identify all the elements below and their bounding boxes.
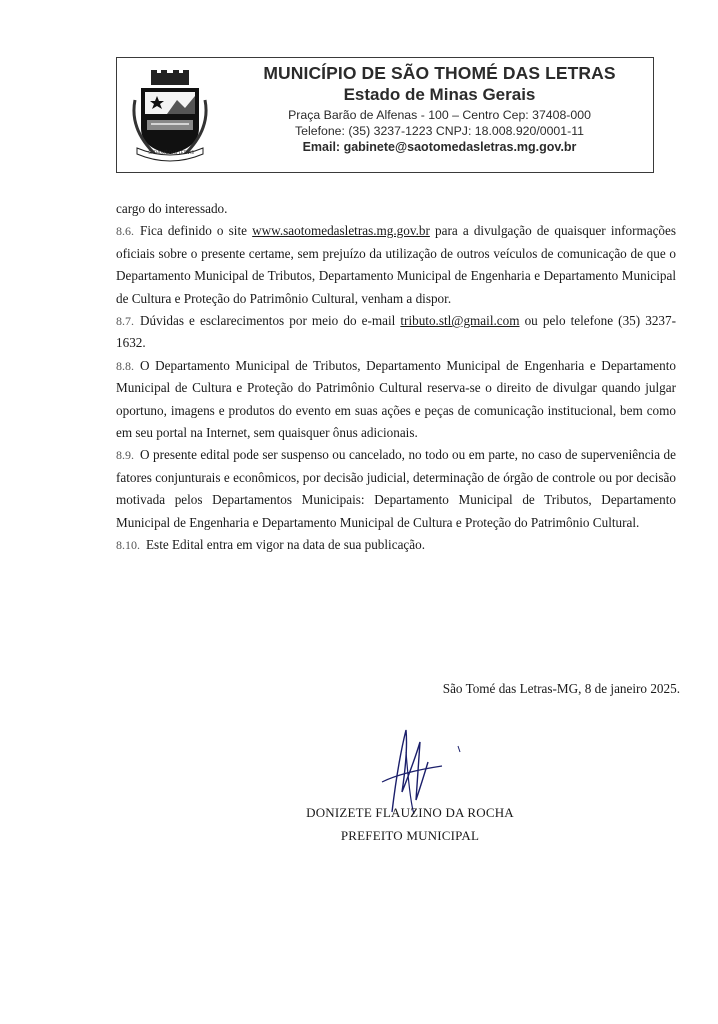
state-name: Estado de Minas Gerais <box>343 85 536 104</box>
clause-text: Este Edital entra em vigor na data de sua publicação. <box>146 537 426 553</box>
clause-number: 8.7. <box>116 314 134 329</box>
document-body <box>116 198 676 557</box>
municipal-crest-icon <box>127 70 213 162</box>
signer-title: PREFEITO MUNICIPAL <box>340 828 480 843</box>
clause-number: 8.9. <box>116 448 134 463</box>
intro-line: cargo do interessado. <box>116 201 228 216</box>
clause-8-10 <box>116 534 676 556</box>
clause-text: Dúvidas e esclarecimentos por meio do e-mail <box>140 313 401 329</box>
clause-text: Fica definido o site <box>140 223 253 239</box>
address-line: Praça Barão de Alfenas - 100 – Centro Cep: 37408-000 <box>288 108 591 122</box>
clause-8-6 <box>116 220 676 310</box>
letterhead <box>116 57 654 173</box>
website-link[interactable]: www.saotomedasletras.mg.gov.br <box>252 223 430 239</box>
clause-text: ou pelo telefone (35) 3237-1632. <box>116 313 676 351</box>
place-date: São Tomé das Letras-MG, 8 de janeiro 2025. <box>442 681 680 696</box>
crest-motto: S. THOMÉ DAS LETRAS <box>148 150 194 155</box>
clause-8-7 <box>116 310 676 355</box>
signer-name: DONIZETE FLAUZINO DA ROCHA <box>306 805 514 820</box>
municipality-title: MUNICÍPIO DE SÃO THOMÉ DAS LETRAS <box>263 63 616 83</box>
letterhead-text <box>237 62 642 155</box>
clause-text: para a divulgação de quaisquer informações oficiais sobre o presente certame, sem prejuízo da utilização de outros veículos de comunicação de que o Departamento Municipal de Tributos, Departamento Municipal de Engenharia e Departamento Municipal de Cultura e Proteção do Patrimônio Cultural, venham a dispor. <box>116 223 677 306</box>
clause-text: O presente edital pode ser suspenso ou cancelado, no todo ou em parte, no caso de superveniência de fatores conjunturais e econômicos, por decisão judicial, determinação de órgão de controle ou por decisão motivada pelos Departamentos Municipais: Departamento Municipal de Tributos, Departamento Municipal de Engenharia e Departamento Municipal de Cultura e Proteção do Patrimônio Cultural. <box>116 447 676 530</box>
email-line: Email: gabinete@saotomedasletras.mg.gov.br <box>302 140 577 154</box>
clause-number: 8.6. <box>116 224 134 239</box>
email-link[interactable]: tributo.stl@gmail.com <box>400 313 520 329</box>
clause-8-8 <box>116 355 676 445</box>
clause-8-9 <box>116 444 676 534</box>
clause-text: O Departamento Municipal de Tributos, Departamento Municipal de Engenharia e Departamento Municipal de Cultura e Proteção do Patrimônio Cultural reserva-se o direito de divulgar quando julgar oportuno, imagens e produtos do evento em suas ações e peças de comunicação institucional, bem como em seu portal na Internet, sem quaisquer ônus adicionais. <box>116 357 676 441</box>
clause-number: 8.10. <box>116 538 140 553</box>
phone-cnpj-line: Telefone: (35) 3237-1223 CNPJ: 18.008.920/0001-11 <box>295 123 584 138</box>
clause-number: 8.8. <box>116 358 134 373</box>
